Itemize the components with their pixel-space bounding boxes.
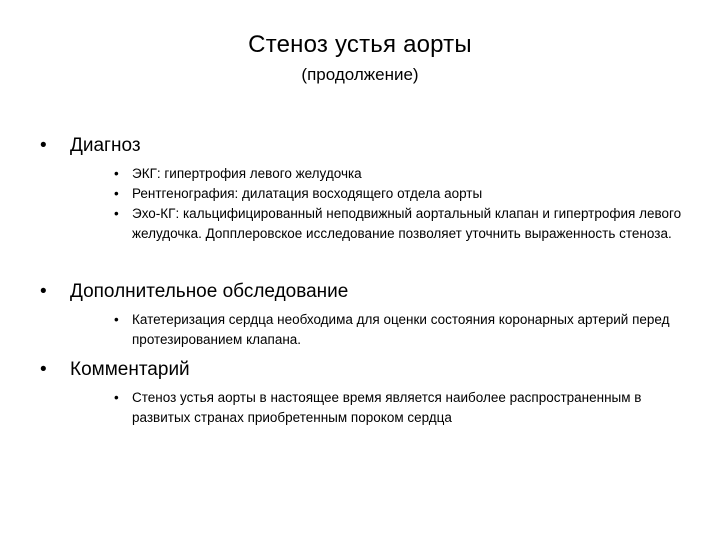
section-diagnosis [34,134,694,270]
list-item [114,310,692,350]
bullet-icon: • [114,312,119,327]
list-item-text: Эхо-КГ: кальцифицированный неподвижный аортальный клапан и гипертрофия левого желудочка. Допплеровское исследование позволяет уточнить выраженность стеноза. [132,206,682,241]
section-heading [34,280,694,304]
section-additional-exam [34,280,694,348]
list-item [114,164,692,184]
bullet-icon: • [114,390,119,405]
bullet-icon: • [40,281,47,302]
list-item [114,184,692,204]
slide-title: Стеноз устья аорты [248,31,472,58]
slide-content [34,134,694,438]
list-item [114,204,692,244]
bullet-icon: • [114,166,119,181]
section-heading-text: Комментарий [70,359,190,380]
list-item [114,388,692,428]
list-item-text: Катетеризация сердца необходима для оценки состояния коронарных артерий перед протезированием клапана. [132,312,670,347]
bullet-icon: • [40,135,47,156]
section-heading [34,358,694,382]
section-heading [34,134,694,158]
bullet-icon: • [114,186,119,201]
slide-subtitle: (продолжение) [301,65,419,84]
list-item-text: ЭКГ: гипертрофия левого желудочка [132,166,362,181]
sub-bullet-list [34,388,694,428]
section-heading-text: Диагноз [70,135,141,156]
sub-bullet-list [34,164,694,244]
bullet-icon: • [40,359,47,380]
sub-bullet-list [34,310,694,350]
section-heading-text: Дополнительное обследование [70,281,349,302]
list-item-text: Рентгенография: дилатация восходящего отдела аорты [132,186,483,201]
section-comment [34,358,694,428]
bullet-icon: • [114,206,119,221]
list-item-text: Стеноз устья аорты в настоящее время является наиболее распространенным в развитых странах приобретенным пороком сердца [132,390,642,425]
